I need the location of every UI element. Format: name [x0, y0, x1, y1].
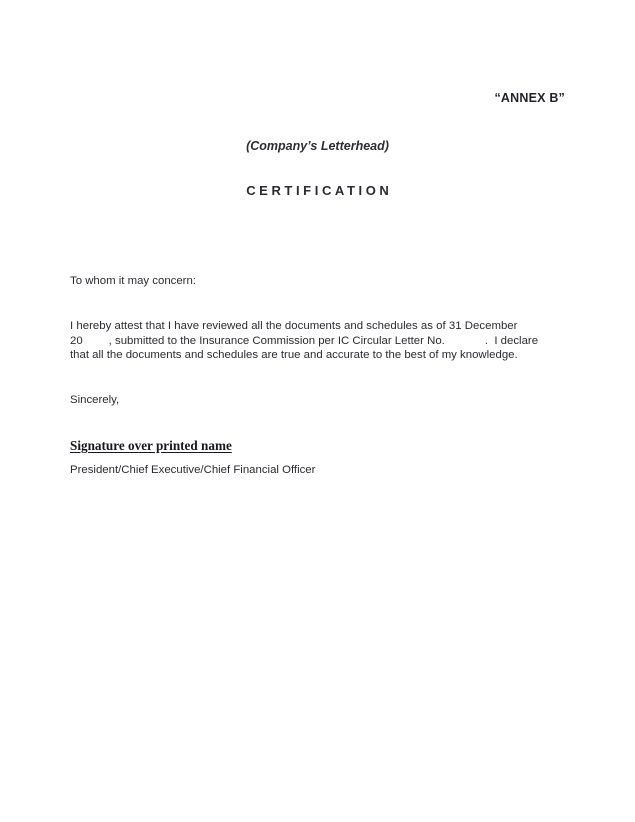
signature-block [70, 408, 566, 478]
signature-over-printed-name-line: Signature over printed name [70, 437, 232, 453]
company-letterhead-placeholder: (Company’s Letterhead) [246, 139, 389, 153]
closing-salutation: Sincerely, [70, 393, 120, 406]
attestation-year-prefix: 20 [70, 334, 83, 347]
page-title: CERTIFICATION [246, 183, 393, 198]
document-body [70, 274, 566, 478]
attestation-paragraph [70, 319, 566, 363]
annex-label: “ANNEX B” [494, 91, 565, 105]
attestation-circular-prefix: , submitted to the Insurance Commission per IC Circular Letter No. [108, 334, 445, 347]
attestation-declare-suffix: . I declare [484, 334, 539, 347]
salutation: To whom it may concern: [70, 275, 196, 287]
signatory-title: President/Chief Executive/Chief Financial Officer [70, 463, 316, 476]
attestation-line-1: I hereby attest that I have reviewed all the documents and schedules as of 31 December [70, 320, 518, 332]
attestation-line-2 [70, 334, 566, 349]
attestation-line-3: that all the documents and schedules are true and accurate to the best of my knowledge. [70, 349, 518, 362]
